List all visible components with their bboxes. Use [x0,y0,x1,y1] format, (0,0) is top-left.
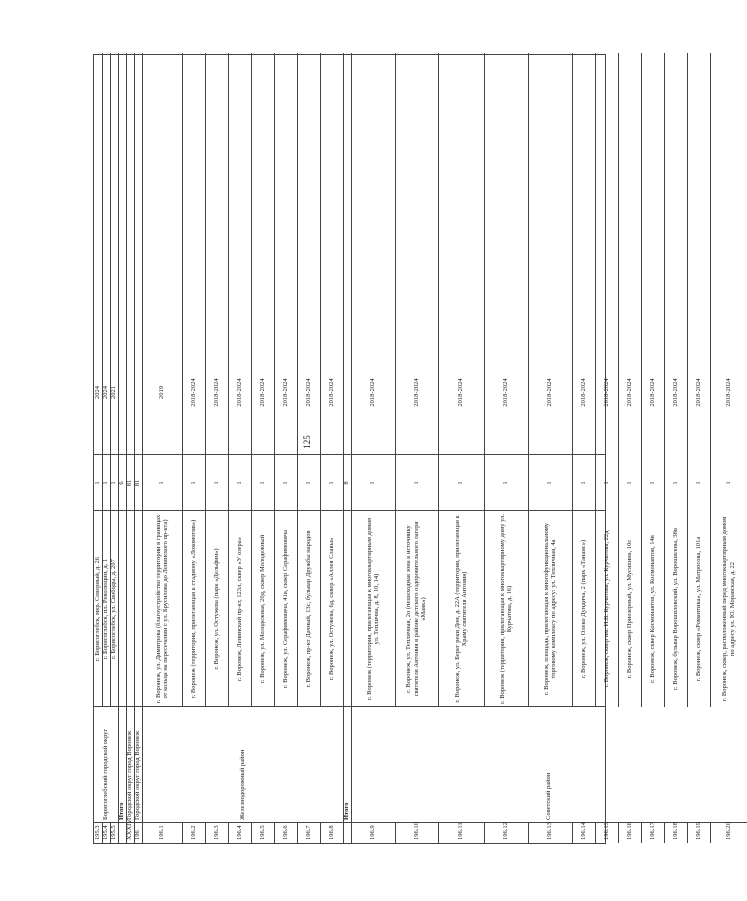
cell-address: г. Воронеж, Ленинский пр-кт, 123л, сквер «У озера» [235,537,243,681]
cell-address: г. Воронеж, сквер Космонавтов, ул. Космонавтов, 14в [648,535,656,683]
cell-address [126,511,134,707]
cell-address: г. Воронеж, ул. Остужева (парк «Дельфин») [212,548,220,670]
cell-num: 196.1 [158,825,166,840]
cell-address: г. Воронеж (территория, прилегающая к многоквартирному дому ул. Курчатова, д. 16) [498,514,513,704]
cell-count: 1 [102,481,110,485]
cell-count: 1 [694,481,702,485]
cell-address: г. Воронеж, сквер «Романтика», ул. Матросова, 101а [694,536,702,682]
cell-years: 2021 [110,386,118,399]
cell-num: 196.16 [625,822,633,840]
cell-years: 2018-2024 [304,378,312,407]
cell-district: Городской округ город Воронеж [134,730,142,820]
cell-years: 2018-2024 [281,378,289,407]
cell-count: 1 [212,481,220,485]
cell-years [343,330,351,455]
cell-num: 196.6 [281,825,289,840]
cell-address: г. Воронеж, сквер им. И.В. Курчатова, ул. Курчатова, 22д [602,530,610,688]
cell-num: 196.18 [671,822,679,840]
data-table [93,54,736,844]
cell-count: 81 [134,479,142,487]
cell-count: 1 [546,481,554,485]
cell-address: г. Воронеж (территория, прилегающая к стадиону «Локомотив») [189,519,197,699]
cell-num: 196.20 [724,822,732,840]
cell-num [343,823,351,843]
cell-num: 196.12 [502,822,510,840]
cell-count: 1 [579,481,587,485]
cell-years: 2018-2024 [579,378,587,407]
cell-count: 81 [126,479,134,487]
cell-years: 2018-2024 [602,378,610,407]
cell-years: 2018-2024 [724,378,732,407]
cell-years: 2018-2024 [648,378,656,407]
cell-num: 196 [134,830,142,840]
cell-years: 2018-2024 [546,378,554,407]
cell-address: г. Воронеж, ул. Остужева, 6д, сквер «Аллея Славы» [327,537,335,681]
cell-num: 196.17 [648,822,656,840]
cell-num: XXXIV [126,819,134,840]
cell-count: 1 [369,481,377,485]
cell-address: г. Воронеж, ул. Серафимовича, 41в, сквер Серафимовича [281,529,289,689]
cell-num: 196.13 [546,822,554,840]
cell-num: 195.4 [102,825,110,840]
cell-count: 1 [625,481,633,485]
cell-address: г. Воронеж, ул. Берег реки Дон, д. 22А (территория, прилегающая к Храму святителя Антония) [453,515,468,703]
cell-address [118,511,126,707]
cell-num: 196.11 [457,822,465,840]
cell-address: г. Воронеж, ул. Тепличная, 2о (пешеходная зона к источнику святителя Антония в районе детского оздоровительного лагеря «Маяк») [405,521,428,697]
cell-years: 2018-2024 [457,378,465,407]
cell-years: 2018-2024 [625,378,633,407]
cell-years: 2018-2024 [212,378,220,407]
cell-count: 8 [343,481,351,485]
cell-count: 1 [457,481,465,485]
cell-num: 196.3 [212,825,220,840]
cell-num [118,823,126,843]
cell-address: г. Воронеж, сквер Приозерный, ул. Мусихина, 10с [625,539,633,679]
cell-years: 2018-2024 [369,378,377,407]
cell-district: Городской округ город Воронеж [126,730,134,820]
cell-address: г. Воронеж (территория, прилегающая к многоквартирным домам ул. Теплична, д. 8, 10, 14) [365,517,380,701]
cell-num: 195.3 [94,825,102,840]
cell-address [134,511,142,707]
cell-years: 2018-2024 [327,378,335,407]
cell-total-label: Итого [343,802,351,820]
cell-count: 1 [724,481,732,485]
cell-num: 196.8 [327,825,335,840]
cell-years [118,330,126,455]
cell-count: 1 [327,481,335,485]
cell-count: 1 [189,481,197,485]
cell-num: 196.4 [235,825,243,840]
cell-address: г. Воронеж, сквер, расположенный перед многоквартирным домом по адресу ул. Ю. Моравская, д. 22 [721,516,736,702]
cell-years: 2018-2024 [671,378,679,407]
cell-district: Борисоглебский городской округ [102,728,110,820]
cell-address: г. Борисоглебск, ул. Свободы, д. 207 [110,559,118,659]
cell-address: г. Воронеж, ул. Димитрова (благоустройство территории в границах от кольца на пересечении с ул. Брусилова до Ленинского пр-кта) [154,514,169,704]
cell-count: 1 [502,481,510,485]
cell-address: г. Борисоглебск, мкр. Северный, д. 26 [94,557,102,661]
cell-num: 195.5 [110,825,118,840]
cell-years [134,330,142,455]
cell-years: 2024 [94,386,102,399]
cell-count: 1 [648,481,656,485]
cell-address [343,511,351,707]
cell-num: 196.19 [694,822,702,840]
cell-years: 2018-2024 [502,378,510,407]
page-number: 125 [302,435,312,449]
cell-num: 196.2 [189,825,197,840]
cell-address: г. Воронеж, бульвар Ворошиловский, ул. Ворошилова, 38в [671,528,679,690]
cell-num: 196.14 [579,822,587,840]
cell-years: 2018-2024 [189,378,197,407]
cell-address: г. Борисоглебск, пл. Революции, д. 1 [102,558,110,660]
cell-count: 1 [671,481,679,485]
cell-count: 1 [258,481,266,485]
cell-num: 196.9 [369,825,377,840]
cell-years: 2018-2024 [694,378,702,407]
cell-district: Железнодорожный район [238,749,246,820]
cell-count: 1 [110,481,118,485]
cell-num: 196.10 [412,822,420,840]
cell-years: 2018-2024 [258,378,266,407]
cell-years: 2018-2024 [412,378,420,407]
cell-years: 2024 [102,386,110,399]
cell-count: 6 [118,481,126,485]
cell-count: 1 [412,481,420,485]
cell-district: Советский район [545,772,553,820]
cell-num: 196.15 [602,822,610,840]
cell-num: 196.7 [304,825,312,840]
cell-years: 2018-2024 [235,378,243,407]
cell-num: 196.5 [258,825,266,840]
rotated-table [93,54,736,844]
cell-total-label: Итого [118,802,126,820]
cell-address: г. Воронеж, ул. Молодежная, 20д, сквер Молодежный [258,534,266,684]
cell-years [126,330,134,455]
cell-count: 1 [235,481,243,485]
cell-address: г. Воронеж, ул. Олеко Дундича, 2 (парк «Танаис») [579,539,587,679]
cell-address: г. Воронеж, пр-кт Дачный, 13с, бульвар Дружбы народов [304,530,312,688]
cell-count: 1 [304,481,312,485]
cell-count: 1 [281,481,289,485]
cell-count: 1 [158,481,166,485]
cell-address: г. Воронеж, площадь, прилегающая к многофункциональному торговому комплексу по адресу: ул. Тепличная, 4а [542,522,557,696]
cell-count: 1 [94,481,102,485]
cell-count: 1 [602,481,610,485]
cell-years: 2019 [158,386,166,399]
